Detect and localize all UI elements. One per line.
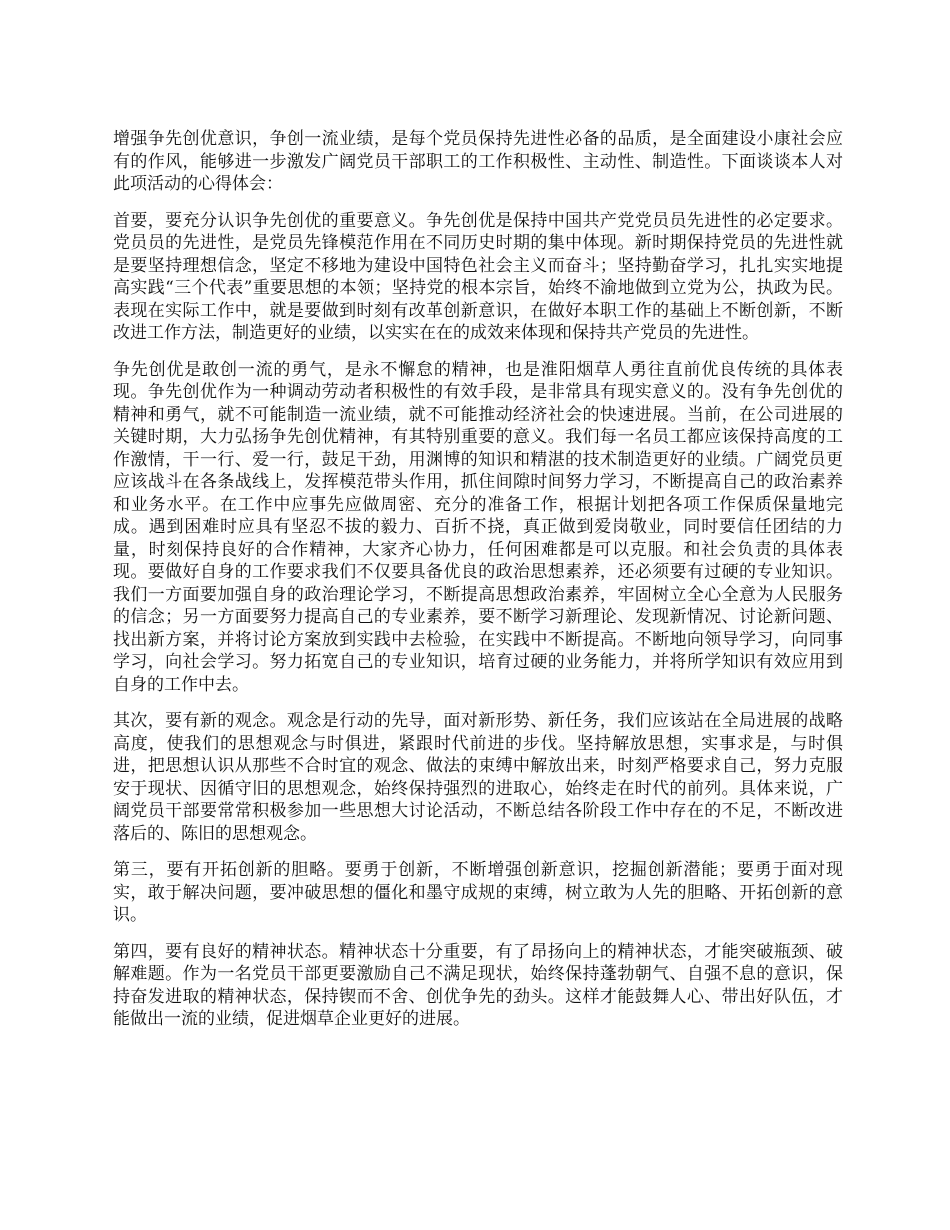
document-body bbox=[113, 128, 843, 1045]
paragraph-intro: 增强争先创优意识，争创一流业绩，是每个党员保持先进性必备的品质，是全面建设小康社会应有的作风，能够进一步激发广阔党员干部职工的工作积极性、主动性、制造性。下面谈谈本人对此项活动的心得体会： bbox=[113, 129, 843, 194]
paragraph-first: 首要，要充分认识争先创优的重要意义。争先创优是保持中国共产党党员员先进性的必定要求。党员员的先进性，是党员先锋模范作用在不同历史时期的集中体现。新时期保持党员的先进性就是要坚持理想信念，坚定不移地为建设中国特色社会主义而奋斗；坚持勤奋学习，扎扎实实地提高实践“三个代表”重要思想的本领；坚持党的根本宗旨，始终不渝地做到立党为公，执政为民。表现在实际工作中，就是要做到时刻有改革创新意识，在做好本职工作的基础上不断创新，不断改进工作方法，制造更好的业绩，以实实在在的成效来体现和保持共产党员的先进性。 bbox=[113, 210, 843, 343]
paragraph-third: 第三，要有开拓创新的胆略。要勇于创新，不断增强创新意识，挖掘创新潜能；要勇于面对现实，敢于解决问题，要冲破思想的僵化和墨守成规的束缚，树立敢为人先的胆略、开拓创新的意识。 bbox=[113, 860, 843, 925]
paragraph-spirit: 争先创优是敢创一流的勇气，是永不懈怠的精神，也是淮阳烟草人勇往直前优良传统的具体表现。争先创优作为一种调动劳动者积极性的有效手段，是非常具有现实意义的。没有争先创优的精神和勇气，就不可能制造一流业绩，就不可能推动经济社会的快速进展。当前，在公司进展的关键时期，大力弘扬争先创优精神，有其特别重要的意义。我们每一名员工都应该保持高度的工作激情，干一行、爱一行，鼓足干劲，用渊博的知识和精湛的技术制造更好的业绩。广阔党员更应该战斗在各条战线上，发挥模范带头作用，抓住间隙时间努力学习，不断提高自己的政治素养和业务水平。在工作中应事先应做周密、充分的准备工作，根据计划把各项工作保质保量地完成。遇到困难时应具有坚忍不拔的毅力、百折不挠，真正做到爱岗敬业，同时要信任团结的力量，时刻保持良好的合作精神，大家齐心协力，任何困难都是可以克服。和社会负责的具体表现。要做好自身的工作要求我们不仅要具备优良的政治思想素养，还必须要有过硬的专业知识。我们一方面要加强自身的政治理论学习，不断提高思想政治素养，牢固树立全心全意为人民服务的信念；另一方面要努力提高自己的专业素养，要不断学习新理论、发现新情况、讨论新问题、找出新方案，并将讨论方案放到实践中去检验，在实践中不断提高。不断地向领导学习，向同事学习，向社会学习。努力拓宽自己的专业知识，培育过硬的业务能力，并将所学知识有效应用到自身的工作中去。 bbox=[113, 359, 843, 695]
paragraph-second: 其次，要有新的观念。观念是行动的先导，面对新形势、新任务，我们应该站在全局进展的战略高度，使我们的思想观念与时俱进，紧跟时代前进的步伐。坚持解放思想，实事求是，与时俱进，把思想认识从那些不合时宜的观念、做法的束缚中解放出来，时刻严格要求自己，努力克服安于现状、因循守旧的思想观念，始终保持强烈的进取心，始终走在时代的前列。具体来说，广阔党员干部要常常积极参加一些思想大讨论活动，不断总结各阶段工作中存在的不足，不断改进落后的、陈旧的思想观念。 bbox=[113, 711, 843, 844]
paragraph-fourth: 第四，要有良好的精神状态。精神状态十分重要，有了昂扬向上的精神状态，才能突破瓶颈、破解难题。作为一名党员干部更要激励自己不满足现状，始终保持蓬勃朝气、自强不息的意识，保持奋发进取的精神状态，保持锲而不舍、创优争先的劲头。这样才能鼓舞人心、带出好队伍，才能做出一流的业绩，促进烟草企业更好的进展。 bbox=[113, 941, 843, 1029]
